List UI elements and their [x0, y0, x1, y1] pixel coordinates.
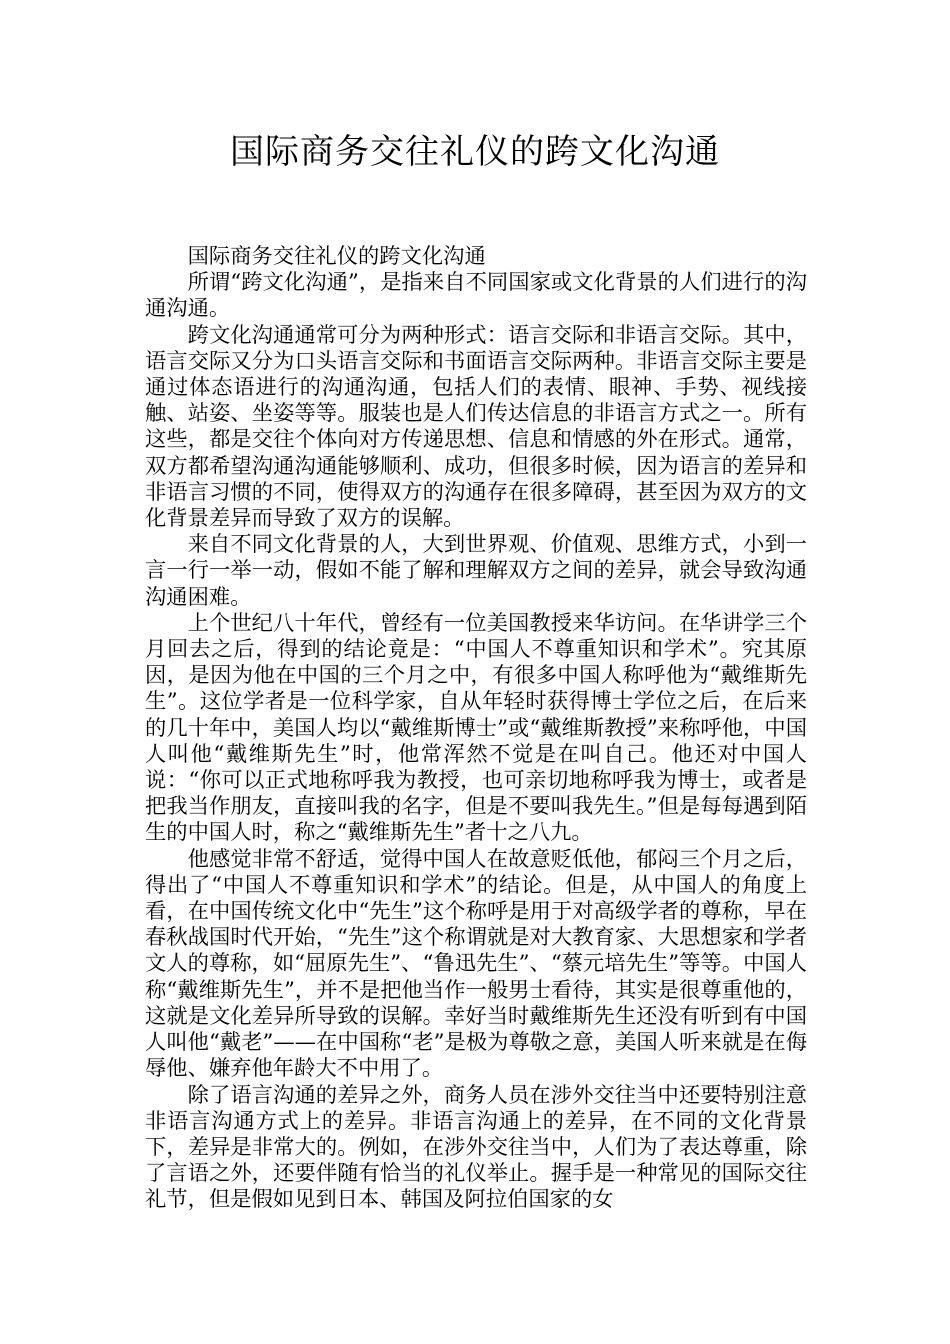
- paragraph-nonverbal: 除了语言沟通的差异之外，商务人员在涉外交往当中还要特别注意非语言沟通方式上的差异。非语言沟通上的差异，在不同的文化背景下，差异是非常大的。例如，在涉外交往当中，人们为了表达尊重，除了言语之外，还要伴随有恰当的礼仪举止。握手是一种常见的国际交往礼节，但是假如见到日本、韩国及阿拉伯国家的女: [145, 1082, 807, 1213]
- document-title: 国际商务交往礼仪的跨文化沟通: [230, 132, 720, 172]
- paragraph-professor-story: 上个世纪八十年代，曾经有一位美国教授来华访问。在华讲学三个月回去之后，得到的结论竟是：“中国人不尊重知识和学术”。究其原因，是因为他在中国的三个月之中，有很多中国人称呼他为“戴维斯先生”。这位学者是一位科学家，自从年轻时获得博士学位之后，在后来的几十年中，美国人均以“戴维斯博士”或“戴维斯教授”来称呼他，中国人叫他“戴维斯先生”时，他常浑然不觉是在叫自己。他还对中国人说：“你可以正式地称呼我为教授，也可亲切地称呼我为博士，或者是把我当作朋友，直接叫我的名字，但是不要叫我先生。”但是每每遇到陌生的中国人时，称之“戴维斯先生”者十之八九。: [145, 610, 807, 846]
- paragraph-differences: 来自不同文化背景的人，大到世界观、价值观、思维方式，小到一言一行一举一动，假如不能了解和理解双方之间的差异，就会导致沟通沟通困难。: [145, 532, 807, 610]
- paragraph-subtitle: 国际商务交往礼仪的跨文化沟通: [187, 244, 486, 269]
- paragraph-forms: 跨文化沟通通常可分为两种形式：语言交际和非语言交际。其中，语言交际又分为口头语言交际和书面语言交际两种。非语言交际主要是通过体态语进行的沟通沟通，包括人们的表情、眼神、手势、视线接触、站姿、坐姿等等。服装也是人们传达信息的非语言方式之一。所有这些，都是交往个体向对方传递思想、信息和情感的外在形式。通常，双方都希望沟通沟通能够顺利、成功，但很多时候，因为语言的差异和非语言习惯的不同，使得双方的沟通存在很多障碍，甚至因为双方的文化背景差异而导致了双方的误解。: [145, 322, 807, 532]
- paragraph-misunderstanding: 他感觉非常不舒适，觉得中国人在故意贬低他，郁闷三个月之后，得出了“中国人不尊重知识和学术”的结论。但是，从中国人的角度上看，在中国传统文化中“先生”这个称呼是用于对高级学者的尊称，早在春秋战国时代开始，“先生”这个称谓就是对大教育家、大思想家和学者文人的尊称，如“屈原先生”、“鲁迅先生”、“蔡元培先生”等等。中国人称“戴维斯先生”，并不是把他当作一般男士看待，其实是很尊重他的，这就是文化差异所导致的误解。幸好当时戴维斯先生还没有听到有中国人叫他“戴老”——在中国称“老”是极为尊敬之意，美国人听来就是在侮辱他、嫌弃他年龄大不中用了。: [145, 846, 807, 1082]
- document-body: [145, 244, 807, 1214]
- paragraph-definition: 所谓“跨文化沟通”，是指来自不同国家或文化背景的人们进行的沟通沟通。: [145, 270, 807, 322]
